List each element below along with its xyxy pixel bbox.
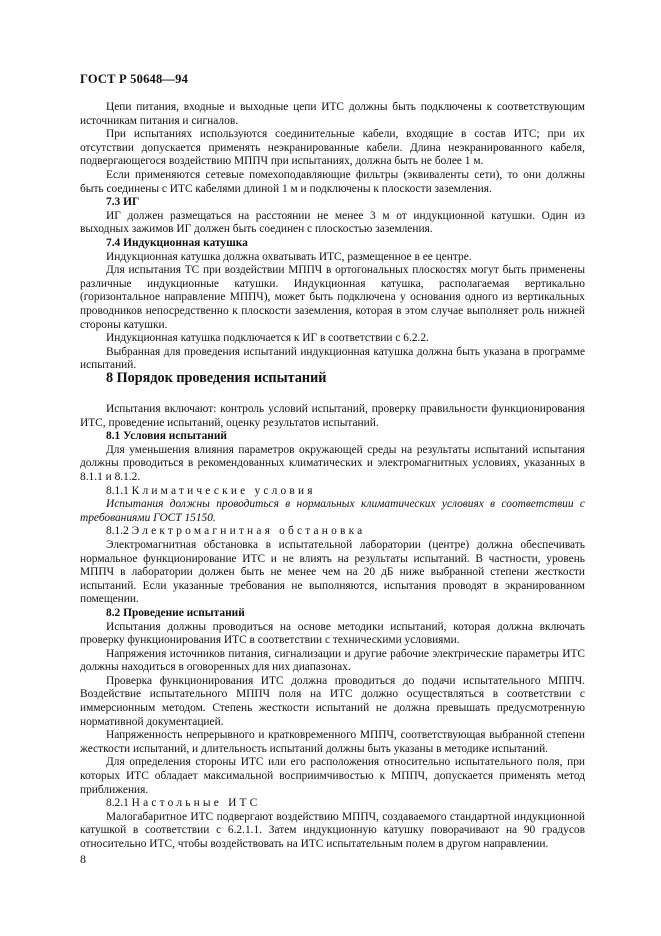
clause-number: 8.1.1 xyxy=(106,484,129,497)
paragraph: Испытания должны проводиться в нормальных климатических условиях в соответствии с требованиями ГОСТ 15150. xyxy=(80,498,585,524)
paragraph: Для определения стороны ИТС или его расположения относительно испытательного поля, при которых ИТС обладает максимальной восприимчивостью к МППЧ, допускается применять метод приближения. xyxy=(80,756,585,796)
paragraph: Напряженность непрерывного и кратковременного МППЧ, соответствующая выбранной степени жесткости испытаний, и длительность испытаний должны быть указаны в методике испытаний. xyxy=(80,729,585,755)
clause-title: Климатические условия xyxy=(131,484,316,497)
paragraph: Цепи питания, входные и выходные цепи ИТС должны быть подключены к соответствующим источникам питания и сигналов. xyxy=(80,101,585,127)
paragraph: Если применяются сетевые помехоподавляющие фильтры (эквиваленты сети), то они должны быть соединены с ИТС кабелями длиной 1 м и подключены к плоскости заземления. xyxy=(80,168,585,195)
subsection-heading-7-3: 7.3 ИГ xyxy=(106,196,140,209)
paragraph: Индукционная катушка подключается к ИГ в соответствии с 6.2.2. xyxy=(106,332,429,345)
paragraph: Малогабаритное ИТС подвергают воздействию МППЧ, создаваемого стандартной индукционной катушкой в соответствии с 6.2.1.1. Затем индукционную катушку поворачивают на 90 градусов относительно ИТС, чтобы воздействовать на ИТС испытательным полем в другом направлении. xyxy=(80,810,585,850)
top-text-block xyxy=(80,101,585,373)
section-8-text-block xyxy=(80,403,585,852)
clause-title: Электромагнитная обстановка xyxy=(131,525,366,538)
paragraph: ИГ должен размещаться на расстоянии не менее 3 м от индукционной катушки. Один из выходных зажимов ИГ должен быть соединен с плоскостью заземления. xyxy=(80,209,585,236)
paragraph: Выбранная для проведения испытаний индукционная катушка должна быть указана в программе испытаний. xyxy=(80,345,585,372)
paragraph: При испытаниях используются соединительные кабели, входящие в состав ИТС; при их отсутствии допускается применять неэкранированные кабели. Длина неэкранированного кабеля, подвергающегося воздействию МППЧ при испытаниях, должна быть не более 1 м. xyxy=(80,128,585,168)
document-header: ГОСТ Р 50648—94 xyxy=(80,72,189,86)
paragraph: Для испытания ТС при воздействии МППЧ в ортогональных плоскостях могут быть применены различные индукционные катушки. Индукционная катушка, располагаемая вертикально (горизонтальное направление МППЧ), может быть подключена у основания одного из вертикальных проводников непосредственно к плоскости заземления, которая в этом случае выполняет роль нижней стороны катушки. xyxy=(80,264,585,331)
paragraph: Испытания включают: контроль условий испытаний, проверку правильности функционирования ИТС, проведение испытаний, оценку результатов испытаний. xyxy=(80,403,585,429)
subsection-heading-7-4: 7.4 Индукционная катушка xyxy=(106,236,248,249)
subsection-heading-8-1: 8.1 Условия испытаний xyxy=(106,430,227,443)
page-number: 8 xyxy=(80,852,86,866)
paragraph: Испытания должны проводиться на основе методики испытаний, которая должна включать проверку функционирования ИТС в соответствии с техническими условиями. xyxy=(80,620,585,647)
clause-heading-8-1-1 xyxy=(106,485,585,499)
paragraph: Проверка функционирования ИТС должна проводиться до подачи испытательного МППЧ. Воздействие испытательного МППЧ поля на ИТС должно осуществляться в соответствии с иммерсионным методом. Степень жесткости испытаний не должна превышать предусмотренную нормативной документацией. xyxy=(80,674,585,728)
clause-number: 8.1.2 xyxy=(106,525,129,538)
clause-heading-8-2-1 xyxy=(106,797,585,811)
paragraph: Для уменьшения влияния параметров окружающей среды на результаты испытаний испытания должны проводиться в рекомендованных климатических и электромагнитных условиях, указанных в 8.1.1 и 8.1.2. xyxy=(80,443,585,483)
clause-number: 8.2.1 xyxy=(106,797,129,810)
clause-title: Настольные ИТС xyxy=(131,797,261,810)
section-heading-8: 8 Порядок проведения испытаний xyxy=(106,370,327,386)
paragraph: Индукционная катушка должна охватывать ИТС, размещенное в ее центре. xyxy=(106,250,472,263)
subsection-heading-8-2: 8.2 Проведение испытаний xyxy=(106,606,245,619)
clause-heading-8-1-2 xyxy=(106,525,585,539)
paragraph: Электромагнитная обстановка в испытательной лаборатории (центре) должна обеспечивать нормальное функционирование ИТС и не влиять на результаты испытаний. В частности, уровень МППЧ в лаборатории должен быть не менее чем на 20 дБ ниже выбранной степени жесткости испытаний. Если указанные требования не выполняются, испытания проводят в экранированном помещении. xyxy=(80,538,585,606)
paragraph: Напряжения источников питания, сигнализации и другие рабочие электрические параметры ИТС должны находиться в оговоренных для них диапазонах. xyxy=(80,647,585,674)
